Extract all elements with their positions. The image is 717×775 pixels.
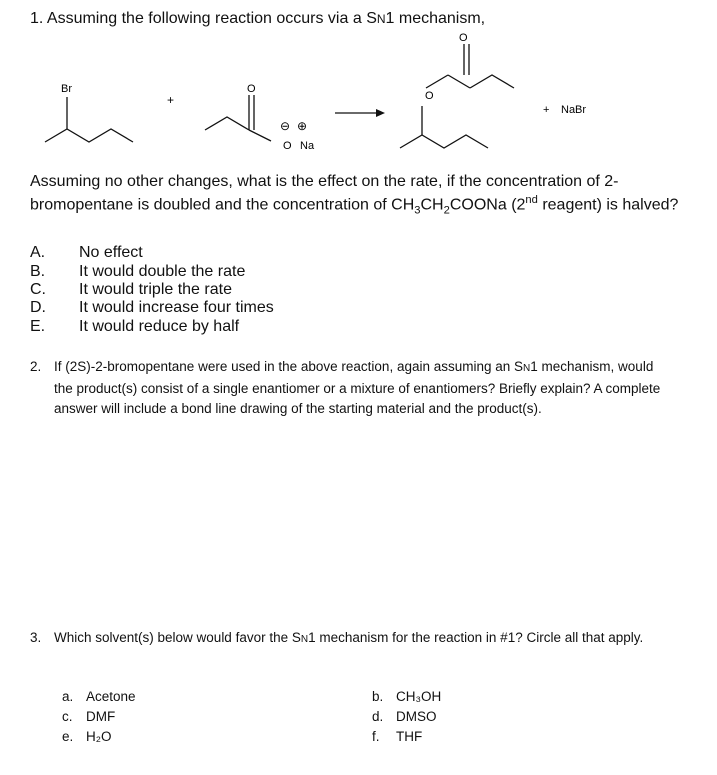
anion-o-label: O [283, 140, 292, 152]
q3-text: Which solvent(s) below would favor the SN1 mechanism for the reaction in #1? Circle all that apply. [54, 630, 644, 645]
sn1-label: SN1 mechanism, [366, 10, 486, 27]
minus-charge: ⊖ [280, 119, 291, 133]
option-b: B. It would double the rate [30, 263, 246, 280]
carbonyl-o-label-1: O [247, 83, 256, 95]
option-d: D. It would increase four times [30, 299, 274, 316]
solvent-c: c. DMF [62, 709, 116, 724]
plus-charge: ⊕ [297, 119, 308, 133]
nabr-label: NaBr [561, 104, 587, 116]
plus-sign-1: + [167, 93, 175, 107]
br-label: Br [61, 83, 72, 95]
solvent-f: f. THF [372, 729, 423, 744]
q1-stem: Assuming the following reaction occurs via a [46, 10, 362, 27]
option-a: A. No effect [30, 244, 143, 261]
reaction-scheme [0, 0, 717, 160]
q1-number: 1. [30, 10, 44, 27]
solvent-e: e. H₂O [62, 729, 112, 744]
option-e: E. It would reduce by half [30, 318, 240, 335]
q3-question [30, 628, 680, 650]
option-c: C. It would triple the rate [30, 281, 232, 298]
carbonyl-o-label-2: O [459, 32, 468, 44]
ester-o-label: O [425, 90, 434, 102]
solvent-d: d. DMSO [372, 709, 437, 724]
bromopentane-structure [45, 97, 133, 142]
ester-product-structure [400, 44, 514, 148]
plus-sign-2: + [543, 104, 550, 116]
reaction-arrow [335, 109, 385, 117]
propanoate-structure [205, 95, 271, 141]
q3-number: 3. [30, 630, 42, 645]
solvent-a: a. Acetone [62, 689, 136, 704]
q2-text: If (2S)-2-bromopentane were used in the above reaction, again assuming an SN1 mechanism, would the product(s) consist of a single enantiomer or a mixture of enantiomers? Briefly explain? A complete answer will include a bond line drawing of the starting material and the product(s). [54, 359, 661, 416]
q1-question-text: Assuming no other changes, what is the effect on the rate, if the concentration of 2-bromopentane is doubled and the concentration of $CH_3CH_2COONa$ (2nd reagent) is halved? [30, 173, 679, 217]
q2-question [30, 357, 670, 419]
solvent-b: b. CH₃OH [372, 689, 442, 704]
q2-number: 2. [30, 359, 42, 374]
na-label: Na [300, 140, 315, 152]
